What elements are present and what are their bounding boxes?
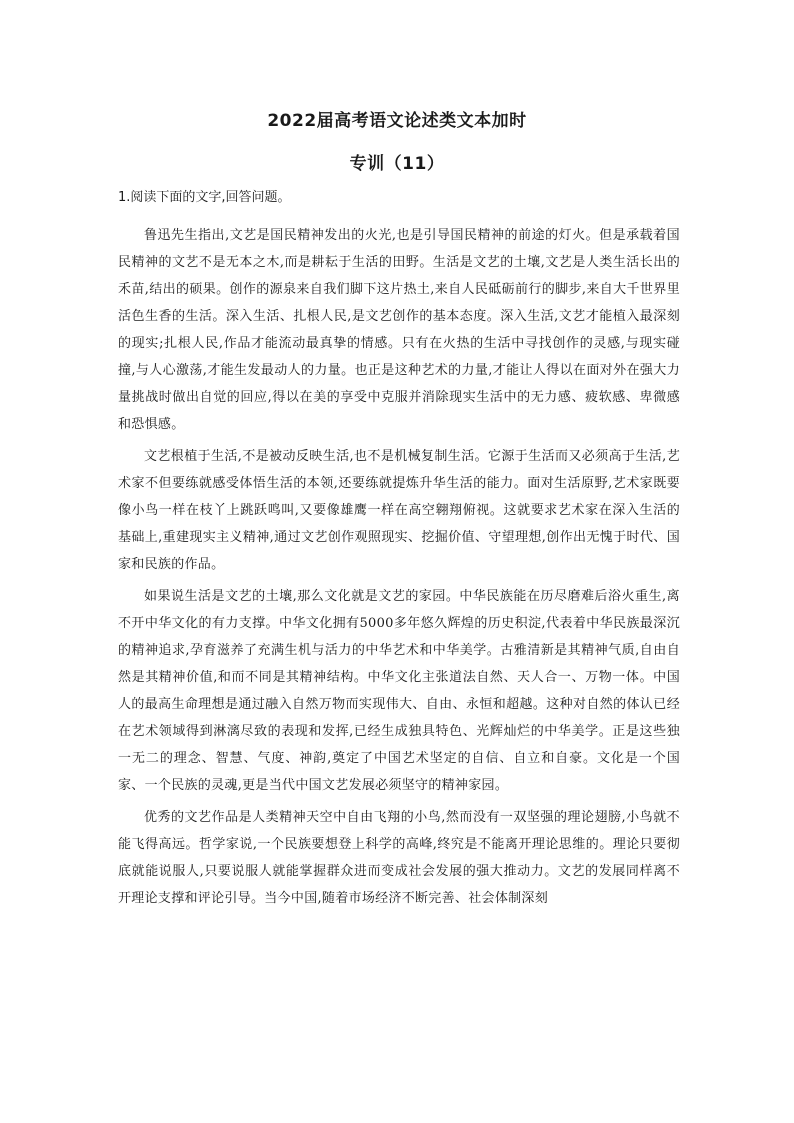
document-subtitle: 专训（11） — [349, 154, 445, 174]
paragraph-1: 鲁迅先生指出,文艺是国民精神发出的火光,也是引导国民精神的前途的灯火。但是承载着国民精神的文艺不是无本之木,而是耕耘于生活的田野。生活是文艺的土壤,文艺是人类生活长出的禾苗,结出的硕果。创作的源泉来自我们脚下这片热土,来自人民砥砺前行的脚步,来自大千世界里活色生香的生活。深入生活、扎根人民,是文艺创作的基本态度。深入生活,文艺才能植入最深刻的现实;扎根人民,作品才能流动最真挚的情感。只有在火热的生活中寻找创作的灵感,与现实碰撞,与人心激荡,才能生发最动人的力量。也正是这种艺术的力量,才能让人得以在面对外在强大力量挑战时做出自觉的回应,得以在美的享受中克服并消除现实生活中的无力感、疲软感、卑微感和恐惧感。 — [118, 228, 680, 432]
paragraph-2: 文艺根植于生活,不是被动反映生活,也不是机械复制生活。它源于生活而又必须高于生活,艺术家不但要练就感受体悟生活的本领,还要练就提炼升华生活的能力。面对生活原野,艺术家既要像小鸟一样在枝丫上跳跃鸣叫,又要像雄鹰一样在高空翱翔俯视。这就要求艺术家在深入生活的基础上,重建现实主义精神,通过文艺创作观照现实、挖掘价值、守望理想,创作出无愧于时代、国家和民族的作品。 — [118, 449, 680, 572]
document-title: 2022届高考语文论述类文本加时 — [267, 111, 527, 131]
paragraph-3: 如果说生活是文艺的土壤,那么文化就是文艺的家园。中华民族能在历尽磨难后浴火重生,离不开中华文化的有力支撑。中华文化拥有5000多年悠久辉煌的历史积淀,代表着中华民族最深沉的精神追求,孕育滋养了充满生机与活力的中华艺术和中华美学。古雅清新是其精神气质,自由自然是其精神价值,和而不同是其精神结构。中华文化主张道法自然、天人合一、万物一体。中国人的最高生命理想是通过融入自然万物而实现伟大、自由、永恒和超越。这种对自然的体认已经在艺术领域得到淋漓尽致的表现和发挥,已经生成独具特色、光辉灿烂的中华美学。正是这些独一无二的理念、智慧、气度、神韵,奠定了中国艺术坚定的自信、自立和自豪。文化是一个国家、一个民族的灵魂,更是当代中国文艺发展必须坚守的精神家园。 — [118, 589, 680, 793]
article-body — [118, 222, 680, 912]
paragraph-4: 优秀的文艺作品是人类精神天空中自由飞翔的小鸟,然而没有一双坚强的理论翅膀,小鸟就不能飞得高远。哲学家说,一个民族要想登上科学的高峰,终究是不能离开理论思维的。理论只要彻底就能说服人,只要说服人就能掌握群众进而变成社会发展的强大推动力。文艺的发展同样离不开理论支撑和评论引导。当今中国,随着市场经济不断完善、社会体制深刻 — [118, 810, 680, 906]
question-prompt: 1.阅读下面的文字,回答问题。 — [118, 190, 291, 205]
